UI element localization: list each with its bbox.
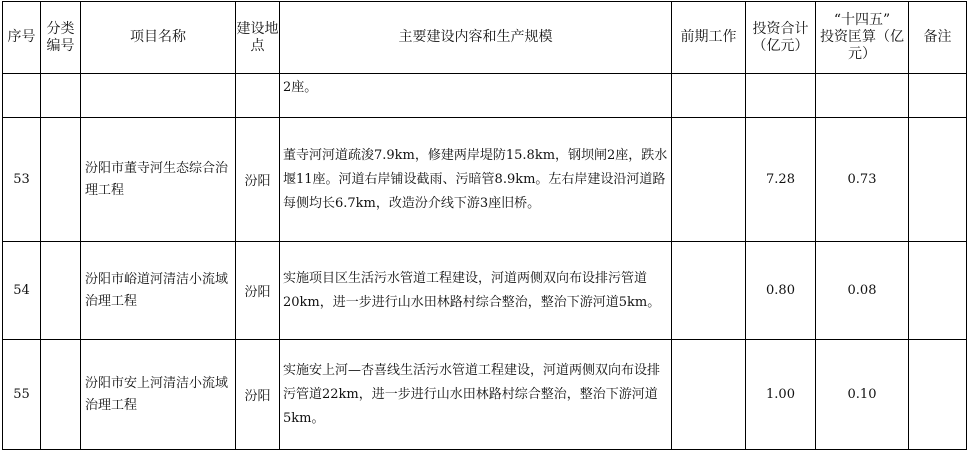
cell-preliminary [672,340,746,450]
cell-seq: 55 [3,340,41,450]
header-preliminary: 前期工作 [672,2,746,74]
cell-content: 实施安上河—杏喜线生活污水管道工程建设，河道两侧双向布设排污管道22km，进一步进行山水田林路村综合整治，整治下游河道5km。 [280,340,672,450]
cell-location: 汾阳 [236,118,280,242]
header-plan-budget-quote: “十四五” [833,12,891,28]
cell-total [746,74,816,118]
header-location: 建设地点 [236,2,280,74]
header-plan-budget-label: 投资匡算（亿元） [820,29,904,62]
cell-remarks [909,118,967,242]
cell-total: 0.80 [746,242,816,340]
cell-project-name: 汾阳市峪道河清洁小流域治理工程 [81,242,236,340]
cell-budget: 0.08 [816,242,909,340]
cell-location [236,74,280,118]
cell-content: 2座。 [280,74,672,118]
header-total-investment: 投资合计（亿元） [746,2,816,74]
header-seq: 序号 [3,2,41,74]
cell-project-name: 汾阳市董寺河生态综合治理工程 [81,118,236,242]
cell-category [41,340,81,450]
cell-category [41,242,81,340]
table-row [3,74,967,118]
cell-remarks [909,242,967,340]
cell-remarks [909,340,967,450]
cell-project-name: 汾阳市安上河清洁小流域治理工程 [81,340,236,450]
header-content: 主要建设内容和生产规模 [280,2,672,74]
cell-preliminary [672,74,746,118]
cell-category [41,74,81,118]
header-category: 分类编号 [41,2,81,74]
header-plan-budget [816,2,909,74]
cell-budget: 0.73 [816,118,909,242]
cell-seq: 54 [3,242,41,340]
cell-budget [816,74,909,118]
header-project-name: 项目名称 [81,2,236,74]
cell-content: 实施项目区生活污水管道工程建设，河道两侧双向布设排污管道20km，进一步进行山水田林路村综合整治，整治下游河道5km。 [280,242,672,340]
table-row [3,118,967,242]
cell-preliminary [672,242,746,340]
cell-location: 汾阳 [236,340,280,450]
cell-location: 汾阳 [236,242,280,340]
cell-category [41,118,81,242]
cell-content: 董寺河河道疏浚7.9km，修建两岸堤防15.8km，钢坝闸2座，跌水堰11座。河道右岸铺设截雨、污暗管8.9km。左右岸建设沿河道路每侧均长6.7km，改造汾介线下游3座旧桥。 [280,118,672,242]
cell-remarks [909,74,967,118]
table-row [3,340,967,450]
cell-budget: 0.10 [816,340,909,450]
cell-seq: 53 [3,118,41,242]
cell-total: 7.28 [746,118,816,242]
cell-seq [3,74,41,118]
table-row [3,242,967,340]
cell-project-name [81,74,236,118]
project-table [2,1,967,450]
header-row [3,2,967,74]
header-remarks: 备注 [909,2,967,74]
cell-total: 1.00 [746,340,816,450]
cell-preliminary [672,118,746,242]
